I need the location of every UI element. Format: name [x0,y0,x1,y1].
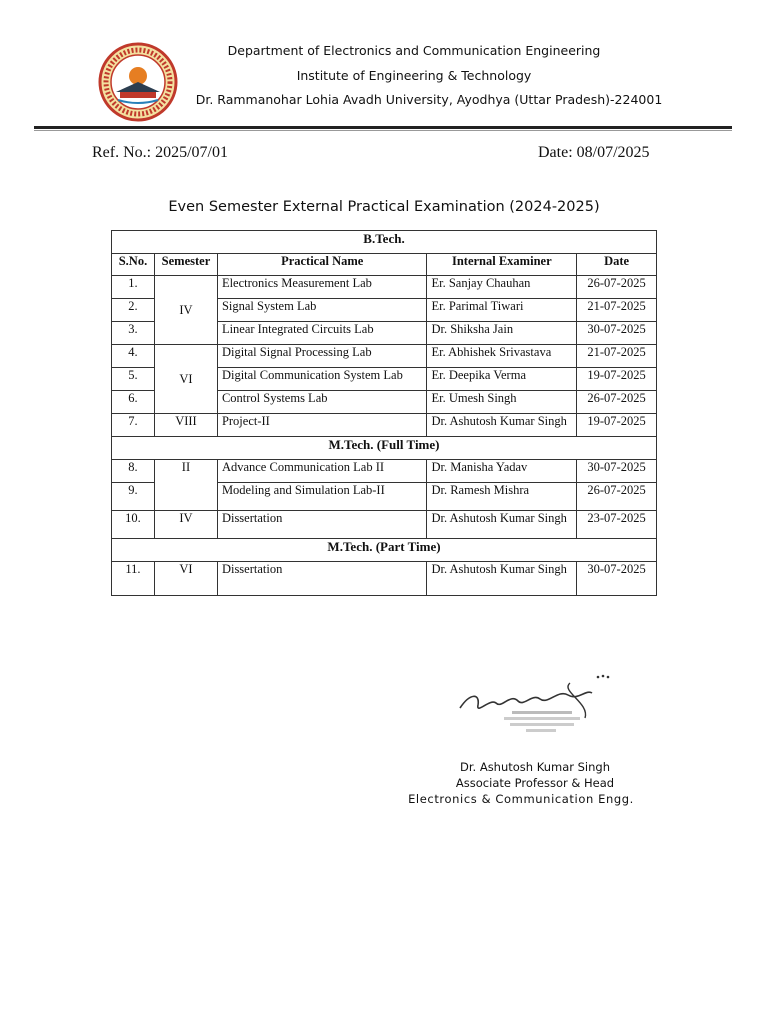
cell-semester: VI [154,562,217,596]
cell-practical: Electronics Measurement Lab [217,276,427,299]
column-header: Date [577,254,657,276]
section-title: B.Tech. [112,231,657,254]
cell-practical: Control Systems Lab [217,391,427,414]
cell-practical: Linear Integrated Circuits Lab [217,322,427,345]
cell-semester: VIII [154,414,217,437]
cell-sno: 6. [112,391,155,414]
cell-date: 21-07-2025 [577,299,657,322]
document-date: Date: 08/07/2025 [538,144,650,161]
column-header: Practical Name [217,254,427,276]
section-row-mtech-full-time [112,437,657,460]
cell-date: 26-07-2025 [577,483,657,511]
section-title: M.Tech. (Part Time) [112,539,657,562]
header-divider-thin [34,130,732,131]
cell-practical: Modeling and Simulation Lab-II [217,483,427,511]
cell-examiner: Er. Deepika Verma [427,368,577,391]
cell-practical: Dissertation [217,562,427,596]
cell-sno: 8. [112,460,155,483]
cell-examiner: Er. Abhishek Srivastava [427,345,577,368]
university-address: Dr. Rammanohar Lohia Avadh University, Ayodhya (Uttar Pradesh)-224001 [195,92,663,107]
cell-examiner: Er. Parimal Tiwari [427,299,577,322]
cell-date: 26-07-2025 [577,276,657,299]
cell-sno: 10. [112,511,155,539]
signatory-designation: Associate Professor & Head [455,776,615,790]
cell-sno: 4. [112,345,155,368]
cell-practical: Advance Communication Lab II [217,460,427,483]
cell-date: 23-07-2025 [577,511,657,539]
cell-examiner: Dr. Ashutosh Kumar Singh [427,562,577,596]
section-title: M.Tech. (Full Time) [112,437,657,460]
cell-examiner: Er. Sanjay Chauhan [427,276,577,299]
cell-examiner: Dr. Ashutosh Kumar Singh [427,511,577,539]
table-row [112,276,657,299]
cell-practical: Digital Signal Processing Lab [217,345,427,368]
column-header: Semester [154,254,217,276]
cell-examiner: Dr. Shiksha Jain [427,322,577,345]
cell-sno: 2. [112,299,155,322]
department-name: Department of Electronics and Communication Engineering [227,43,601,58]
cell-sno: 11. [112,562,155,596]
cell-practical: Dissertation [217,511,427,539]
signatory-name: Dr. Ashutosh Kumar Singh [459,760,611,774]
institute-name: Institute of Engineering & Technology [296,68,532,83]
cell-sno: 5. [112,368,155,391]
cell-semester: II [154,460,217,511]
cell-examiner: Er. Umesh Singh [427,391,577,414]
cell-sno: 9. [112,483,155,511]
section-row-btech [112,231,657,254]
cell-date: 26-07-2025 [577,391,657,414]
table-row [112,414,657,437]
cell-practical: Project-II [217,414,427,437]
cell-examiner: Dr. Manisha Yadav [427,460,577,483]
cell-date: 30-07-2025 [577,322,657,345]
cell-semester: IV [154,276,217,345]
column-header: Internal Examiner [427,254,577,276]
cell-date: 19-07-2025 [577,414,657,437]
reference-number: Ref. No.: 2025/07/01 [92,144,228,161]
table-row [112,562,657,596]
table-header-row [112,254,657,276]
cell-sno: 7. [112,414,155,437]
signatory-department: Electronics & Communication Engg. [408,792,634,806]
cell-semester: IV [154,511,217,539]
cell-semester: VI [154,345,217,414]
cell-practical: Digital Communication System Lab [217,368,427,391]
cell-date: 21-07-2025 [577,345,657,368]
column-header: S.No. [112,254,155,276]
table-row [112,511,657,539]
cell-date: 30-07-2025 [577,562,657,596]
cell-date: 19-07-2025 [577,368,657,391]
cell-sno: 1. [112,276,155,299]
cell-date: 30-07-2025 [577,460,657,483]
cell-practical: Signal System Lab [217,299,427,322]
cell-examiner: Dr. Ramesh Mishra [427,483,577,511]
examination-table [111,230,657,596]
cell-examiner: Dr. Ashutosh Kumar Singh [427,414,577,437]
section-row-mtech-part-time [112,539,657,562]
document-title: Even Semester External Practical Examination (2024-2025) [168,199,600,215]
table-row [112,345,657,368]
table-row [112,460,657,483]
signature-image [440,663,630,743]
cell-sno: 3. [112,322,155,345]
header-divider [34,126,732,129]
